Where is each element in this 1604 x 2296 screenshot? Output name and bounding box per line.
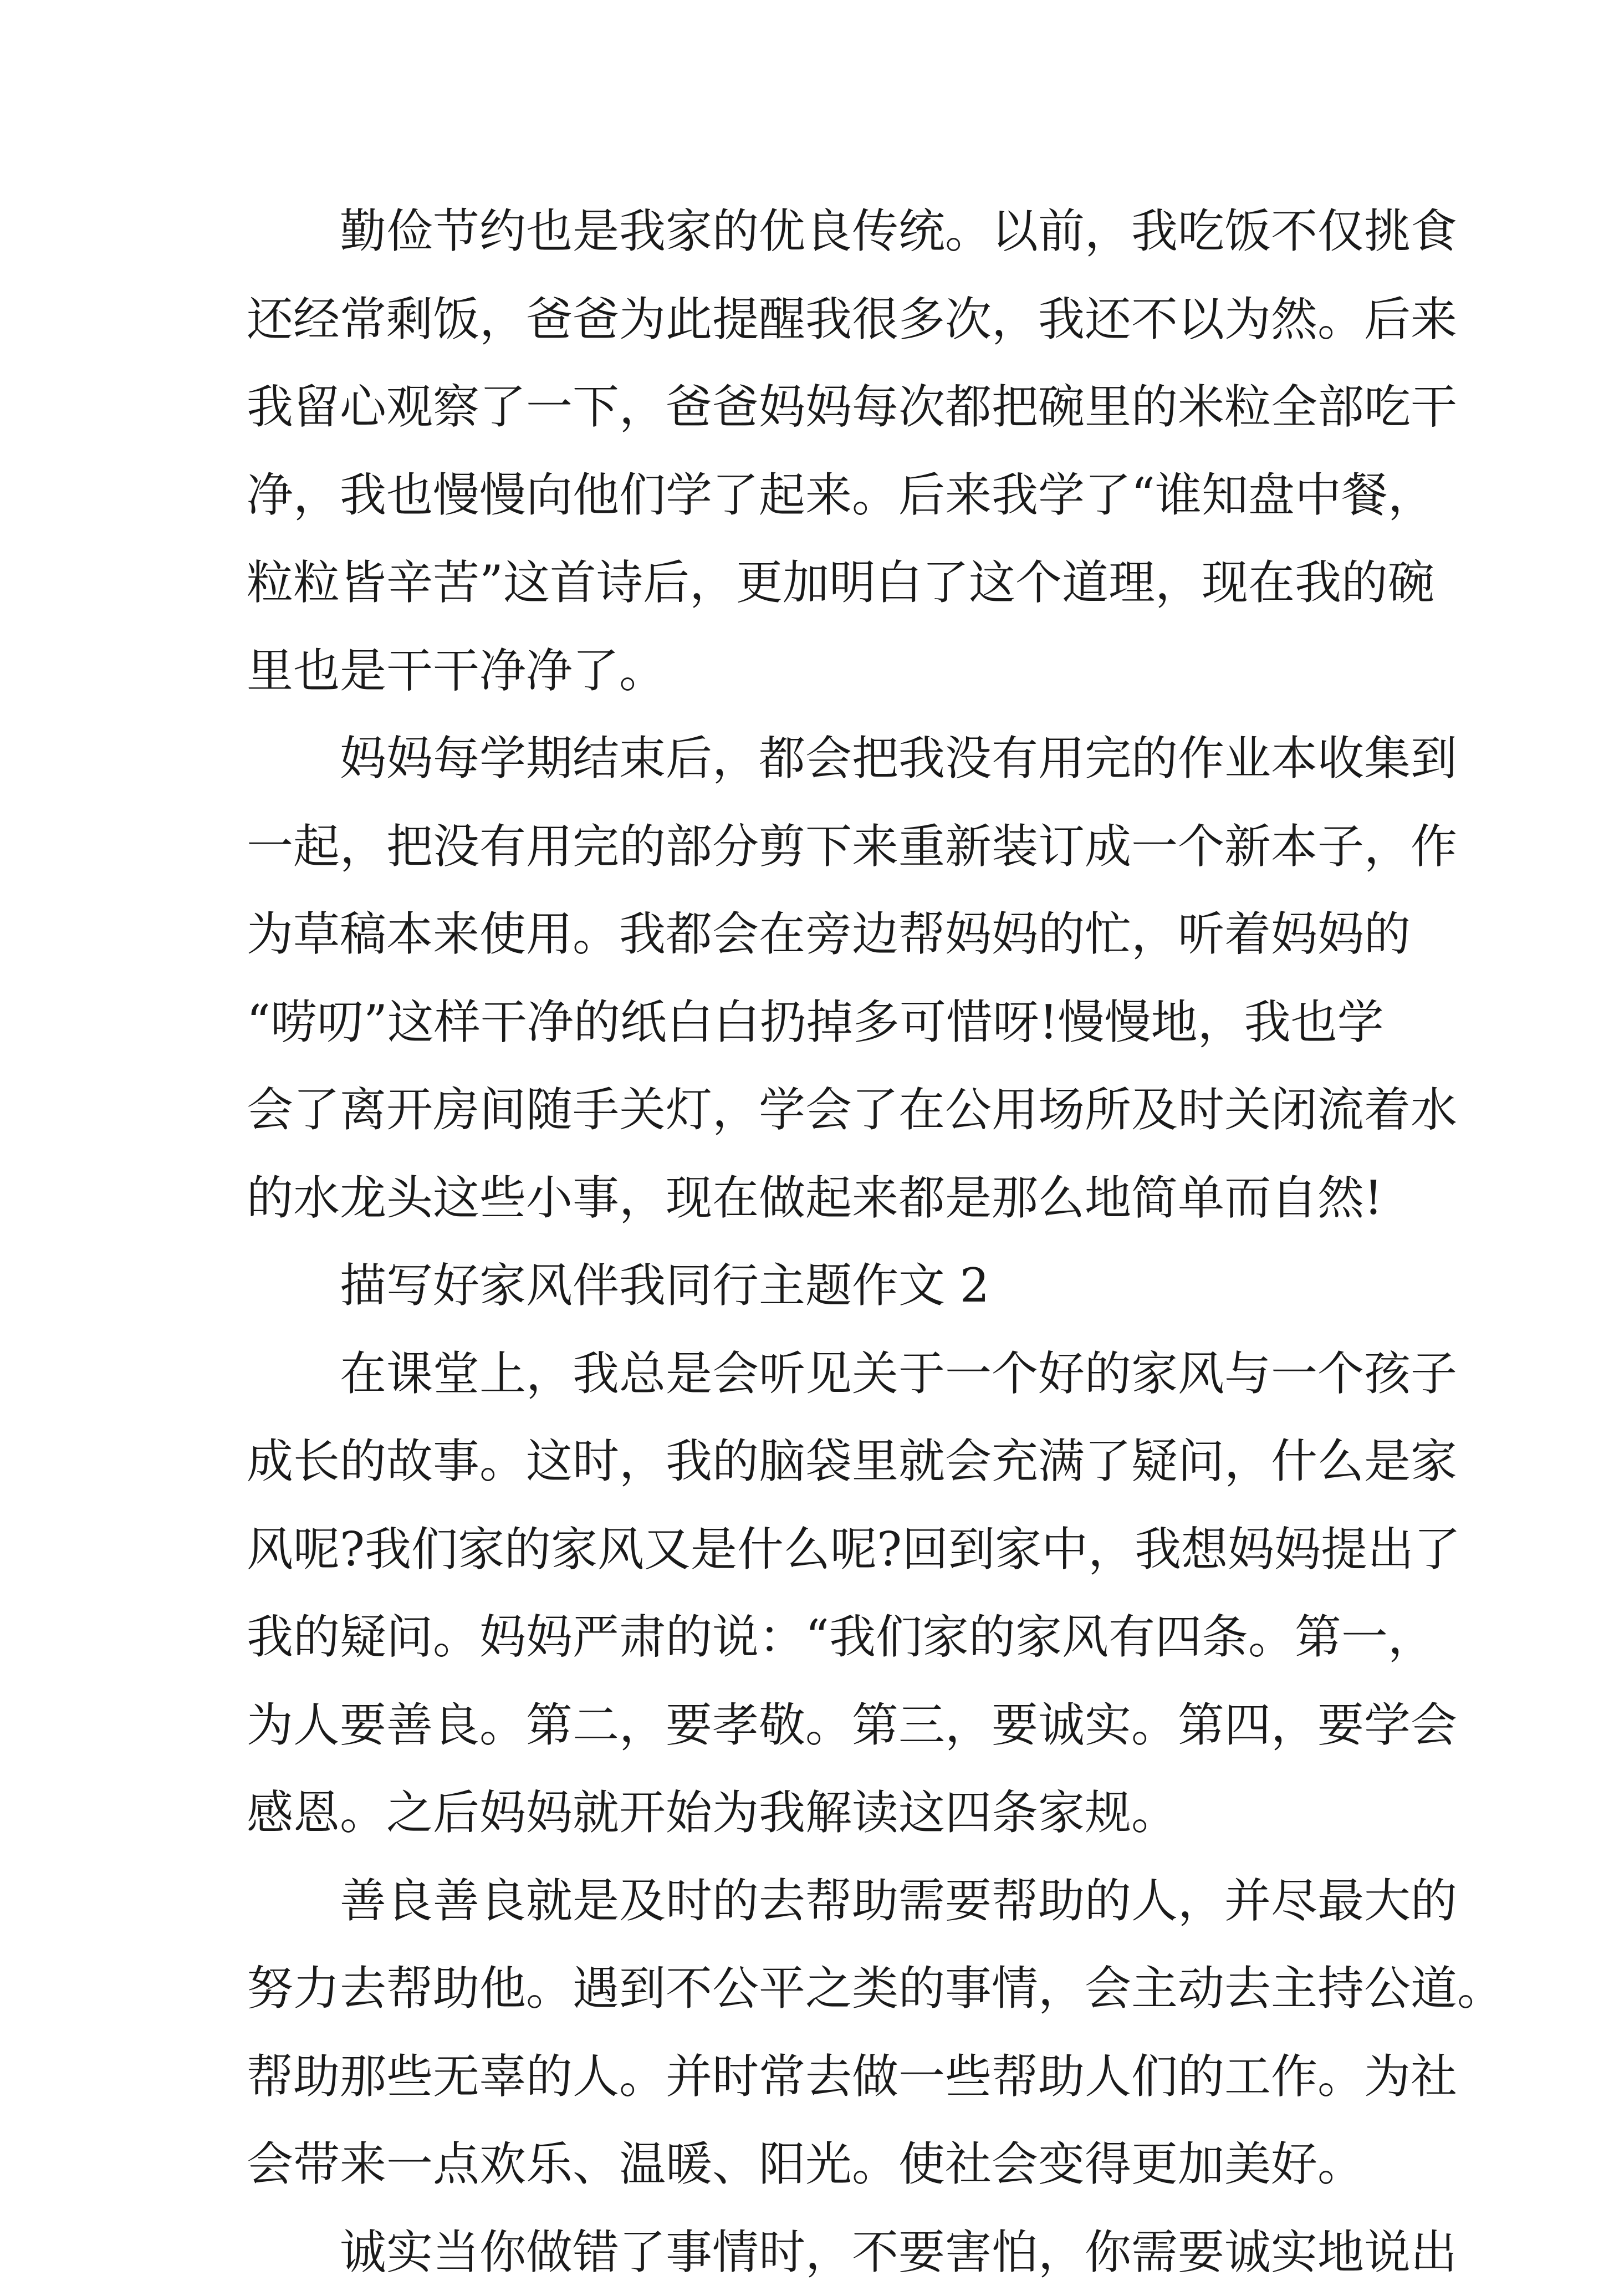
- paragraph-2-line-6: 的水龙头这些小事，现在做起来都是那么地简单而自然!: [247, 1154, 1366, 1242]
- paragraph-1-line-5: 粒粒皆辛苦”这首诗后，更加明白了这个道理，现在我的碗: [247, 539, 1366, 627]
- paragraph-4-line-1: 善良善良就是及时的去帮助需要帮助的人，并尽最大的: [247, 1857, 1366, 1945]
- document-body: [247, 187, 1366, 2296]
- paragraph-3-line-3: 风呢?我们家的家风又是什么呢?回到家中，我想妈妈提出了: [247, 1506, 1366, 1594]
- paragraph-3-line-5: 为人要善良。第二，要孝敬。第三，要诚实。第四，要学会: [247, 1681, 1366, 1769]
- paragraph-1-line-4: 净，我也慢慢向他们学了起来。后来我学了“谁知盘中餐，: [247, 451, 1366, 539]
- paragraph-2-line-1: 妈妈每学期结束后，都会把我没有用完的作业本收集到: [247, 715, 1366, 803]
- paragraph-3-line-2: 成长的故事。这时，我的脑袋里就会充满了疑问，什么是家: [247, 1417, 1366, 1506]
- paragraph-5-line-1: 诚实当你做错了事情时，不要害怕，你需要诚实地说出: [247, 2208, 1366, 2296]
- paragraph-1-line-1: 勤俭节约也是我家的优良传统。以前，我吃饭不仅挑食: [247, 187, 1366, 275]
- paragraph-2-line-2: 一起，把没有用完的部分剪下来重新装订成一个新本子，作: [247, 803, 1366, 891]
- paragraph-3-line-1: 在课堂上，我总是会听见关于一个好的家风与一个孩子: [247, 1330, 1366, 1418]
- paragraph-2-line-3: 为草稿本来使用。我都会在旁边帮妈妈的忙，听着妈妈的: [247, 890, 1366, 978]
- paragraph-3-line-4: 我的疑问。妈妈严肃的说：“我们家的家风有四条。第一，: [247, 1593, 1366, 1681]
- paragraph-1-line-2: 还经常剩饭，爸爸为此提醒我很多次，我还不以为然。后来: [247, 275, 1366, 364]
- paragraph-4-line-4: 会带来一点欢乐、温暖、阳光。使社会变得更加美好。: [247, 2120, 1366, 2208]
- paragraph-3-line-6: 感恩。之后妈妈就开始为我解读这四条家规。: [247, 1769, 1366, 1857]
- paragraph-2-line-4: “唠叨”这样干净的纸白白扔掉多可惜呀!慢慢地，我也学: [247, 978, 1366, 1067]
- paragraph-1-line-6: 里也是干干净净了。: [247, 627, 1366, 715]
- paragraph-4-line-3: 帮助那些无辜的人。并时常去做一些帮助人们的工作。为社: [247, 2033, 1366, 2121]
- paragraph-1-line-3: 我留心观察了一下，爸爸妈妈每次都把碗里的米粒全部吃干: [247, 363, 1366, 451]
- paragraph-4-line-2: 努力去帮助他。遇到不公平之类的事情，会主动去主持公道。: [247, 1945, 1366, 2033]
- section-heading: 描写好家风伴我同行主题作文 2: [247, 1242, 1366, 1330]
- paragraph-2-line-5: 会了离开房间随手关灯，学会了在公用场所及时关闭流着水: [247, 1066, 1366, 1154]
